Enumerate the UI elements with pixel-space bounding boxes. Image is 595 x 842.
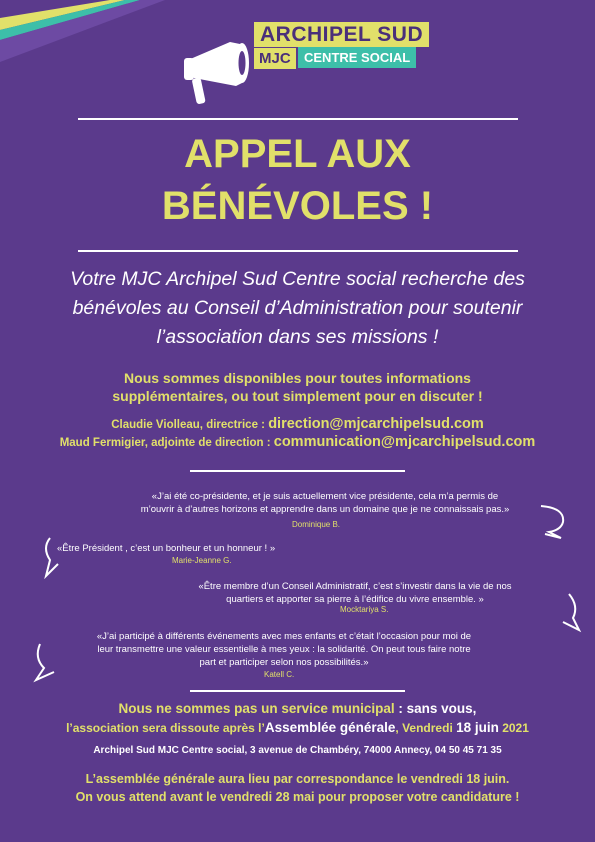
- contact-deputy-email[interactable]: communication@mjcarchipelsud.com: [273, 434, 536, 450]
- testimonial-4-line1: «J’ai participé à différents événements avec mes enfants et c’était l’occasion pour moi de: [96, 631, 472, 642]
- contact-director-email[interactable]: direction@mjcarchipelsud.com: [268, 416, 484, 432]
- testimonial-3-author: Mocktariya S.: [340, 605, 389, 614]
- logo: [180, 20, 440, 110]
- testimonial-2-author: Marie-Jeanne G.: [172, 556, 232, 565]
- notice-part3: l’association sera dissoute après l’: [66, 721, 265, 735]
- speech-bubble-icon: [30, 640, 75, 685]
- divider-testimonials: [190, 470, 405, 472]
- notice-part5: , Vendredi: [395, 721, 457, 735]
- notice-part1: Nous ne sommes pas un service municipal: [118, 701, 395, 716]
- contact-director-label: Claudie Violleau, directrice :: [111, 419, 269, 431]
- intro-text: [30, 265, 565, 352]
- speech-bubble-icon: [545, 590, 585, 635]
- intro-line3: l’association dans ses missions !: [156, 326, 439, 348]
- notice-line2: [0, 719, 595, 737]
- notice-line1: [0, 700, 595, 718]
- testimonial-4: [44, 630, 524, 669]
- notice-part7: 2021: [498, 721, 529, 735]
- speech-bubble-icon: [535, 500, 575, 540]
- contact-deputy: [0, 434, 595, 450]
- intro-line1: Votre MJC Archipel Sud Centre social recherche des: [70, 268, 525, 290]
- availability-line1: Nous sommes disponibles pour toutes informations: [124, 370, 471, 386]
- logo-mjc: MJC: [254, 48, 296, 69]
- testimonial-3: [170, 580, 540, 606]
- address: Archipel Sud MJC Centre social, 3 avenue de Chambéry, 74000 Annecy, 04 50 45 71 35: [93, 745, 502, 756]
- availability-line2: supplémentaires, ou tout simplement pour en discuter !: [112, 388, 483, 404]
- testimonial-4-line3: part et participer selon nos possibilités.»: [199, 657, 369, 668]
- divider-top: [78, 118, 518, 120]
- divider-notice: [190, 690, 405, 692]
- testimonial-2-line1: «Être Président , c’est un bonheur et un honneur ! »: [57, 543, 276, 554]
- closing-line1: L’assemblée générale aura lieu par correspondance le vendredi 18 juin.: [85, 772, 510, 786]
- testimonial-1-line1: «J’ai été co-présidente, et je suis actuellement vice présidente, cela m’a permis de: [151, 491, 499, 502]
- testimonial-2: [57, 542, 275, 555]
- notice-part6: 18 juin: [456, 720, 499, 735]
- decorative-stripes: [0, 0, 180, 70]
- closing-line2: On vous attend avant le vendredi 28 mai pour proposer votre candidature !: [75, 790, 520, 804]
- page-title-line2: BÉNÉVOLES !: [161, 184, 434, 228]
- testimonial-1-line2: m’ouvrir à d’autres horizons et apprendre dans un domaine que je ne connaissais pas.»: [140, 504, 510, 515]
- notice-part4: Assemblée générale: [264, 720, 396, 735]
- megaphone-icon: [180, 20, 255, 110]
- page-title-line1: APPEL AUX: [184, 132, 411, 176]
- contact-deputy-label: Maud Fermigier, adjointe de direction :: [59, 437, 274, 449]
- speech-bubble-icon: [38, 534, 78, 579]
- logo-centre-social: CENTRE SOCIAL: [298, 47, 416, 68]
- logo-title: ARCHIPEL SUD: [254, 22, 429, 47]
- testimonial-4-author: Katell C.: [264, 670, 295, 679]
- testimonial-1-author: Dominique B.: [292, 520, 341, 529]
- contact-director: [0, 416, 595, 432]
- notice-part2: : sans vous,: [394, 701, 477, 716]
- testimonial-3-line2: quartiers et apporter sa pierre à l’édifice du vivre ensemble. »: [226, 594, 484, 605]
- intro-line2: bénévoles au Conseil d’Administration pour soutenir: [72, 297, 523, 319]
- divider-title: [78, 250, 518, 252]
- testimonial-3-line1: «Être membre d’un Conseil Administratif, c’est s’investir dans la vie de nos: [198, 581, 512, 592]
- availability-text: [60, 369, 535, 405]
- testimonial-4-line2: leur transmettre une valeur essentielle à mes yeux : la solidarité. On peut tous faire notre: [97, 644, 471, 655]
- testimonial-1: [105, 490, 545, 516]
